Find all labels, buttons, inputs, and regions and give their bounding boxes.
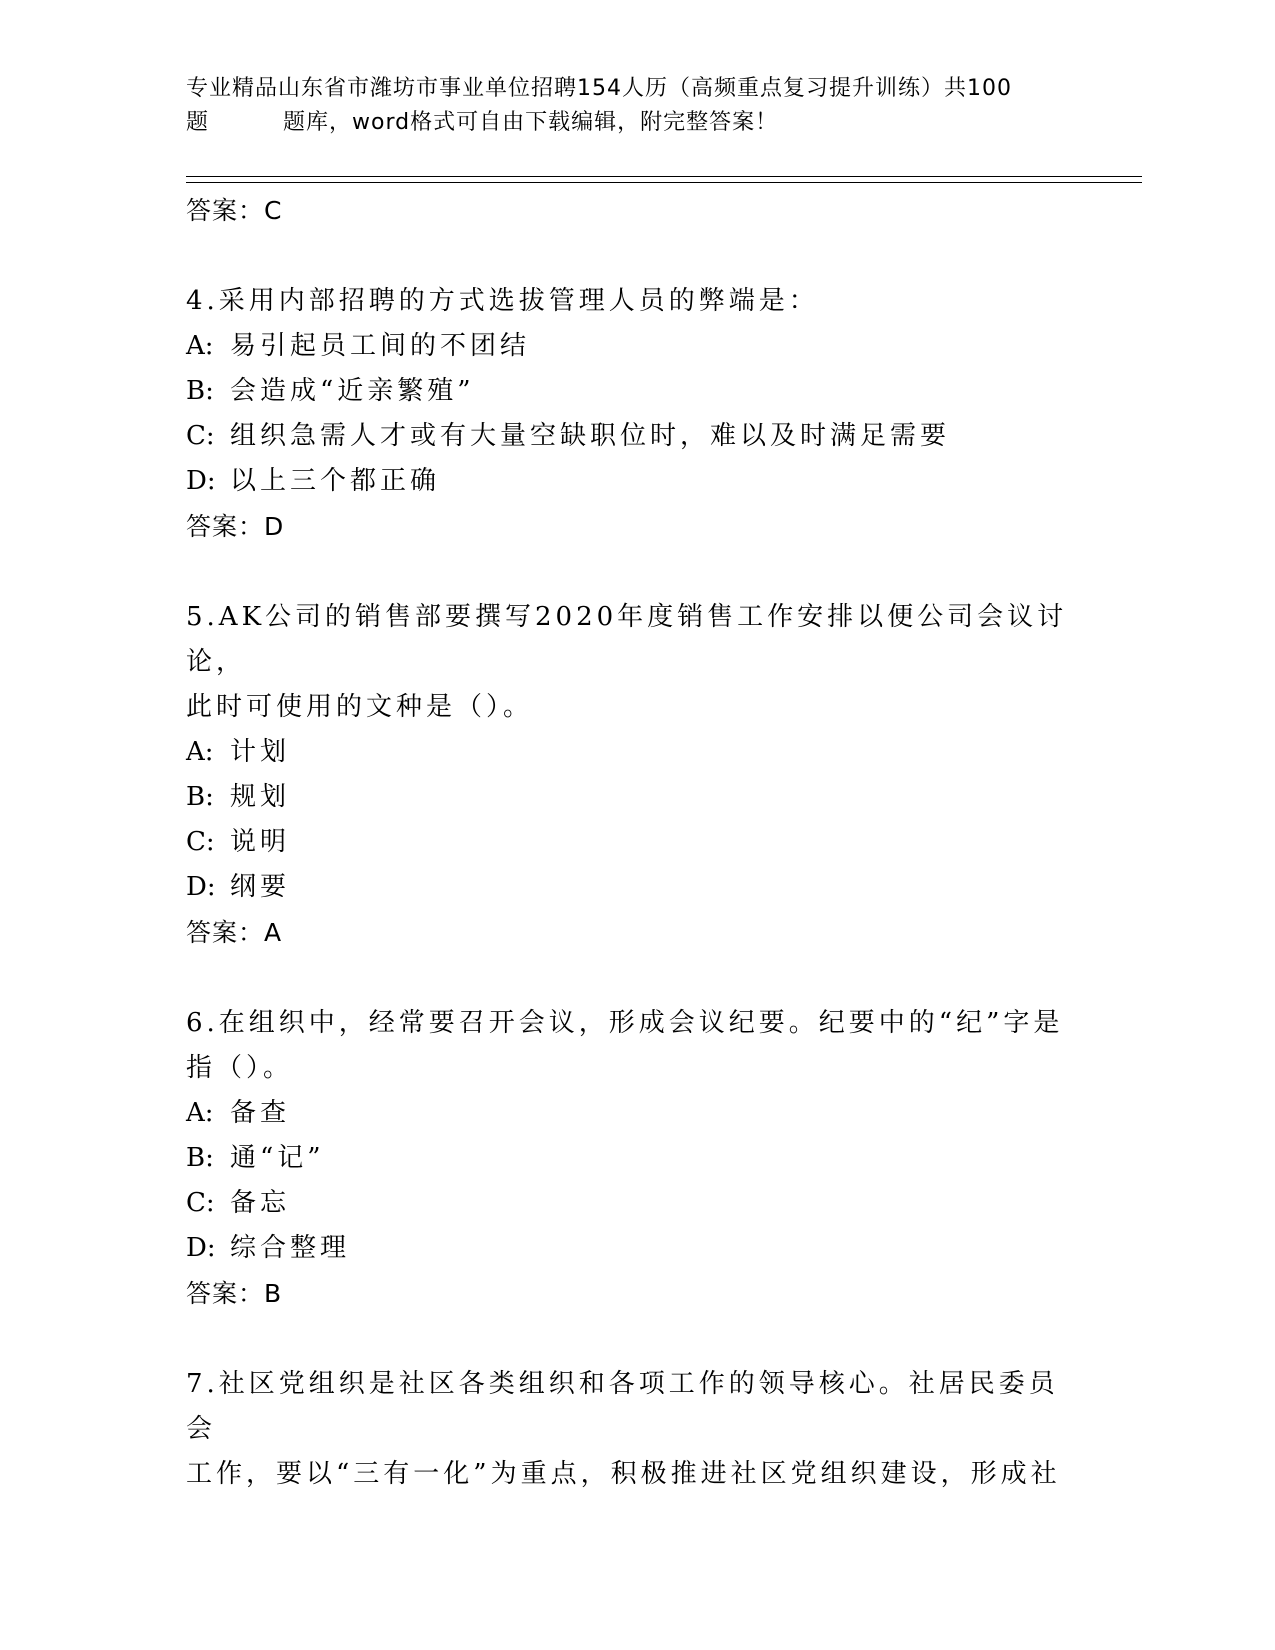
option-label: D: bbox=[186, 1233, 216, 1263]
option-label: B: bbox=[186, 1143, 214, 1173]
option-text: 组织急需人才或有大量空缺职位时，难以及时满足需要 bbox=[230, 421, 951, 451]
question-4-option-b bbox=[186, 369, 1086, 414]
option-text: 纲要 bbox=[230, 872, 291, 902]
option-label: B: bbox=[186, 376, 214, 406]
document-header bbox=[186, 72, 1126, 140]
question-5-stem-line2: 此时可使用的文种是（）。 bbox=[186, 692, 534, 722]
spacer bbox=[186, 233, 1086, 279]
option-label: B: bbox=[186, 782, 214, 812]
question-6 bbox=[186, 1001, 1086, 1091]
option-text: 计划 bbox=[230, 737, 291, 767]
question-4-stem: 4.采用内部招聘的方式选拔管理人员的弊端是： bbox=[186, 286, 819, 316]
question-5-option-b bbox=[186, 775, 1086, 820]
question-7 bbox=[186, 1362, 1086, 1497]
question-6-option-b bbox=[186, 1136, 1086, 1181]
option-text: 说明 bbox=[230, 827, 291, 857]
question-6-stem-line2: 指（）。 bbox=[186, 1053, 294, 1083]
question-5-option-d bbox=[186, 865, 1086, 910]
question-5 bbox=[186, 595, 1086, 730]
option-label: D: bbox=[186, 872, 216, 902]
spacer bbox=[186, 1316, 1086, 1362]
answer-q4: 答案：D bbox=[186, 512, 285, 541]
option-label: A: bbox=[186, 331, 214, 361]
option-label: C: bbox=[186, 1188, 215, 1218]
option-label: C: bbox=[186, 421, 215, 451]
question-6-option-a bbox=[186, 1091, 1086, 1136]
question-5-stem-line1: 5.AK公司的销售部要撰写2020年度销售工作安排以便公司会议讨论， bbox=[186, 602, 1068, 677]
question-7-stem-line2: 工作，要以“三有一化”为重点，积极推进社区党组织建设，形成社 bbox=[186, 1459, 1061, 1489]
option-text: 规划 bbox=[230, 782, 291, 812]
question-4-option-a bbox=[186, 324, 1086, 369]
answer-q6: 答案：B bbox=[186, 1279, 283, 1308]
answer-q3: 答案：C bbox=[186, 196, 283, 225]
question-6-option-c bbox=[186, 1181, 1086, 1226]
option-text: 易引起员工间的不团结 bbox=[230, 331, 531, 361]
question-6-stem-line1: 6.在组织中，经常要召开会议，形成会议纪要。纪要中的“纪”字是 bbox=[186, 1008, 1064, 1038]
spacer bbox=[186, 549, 1086, 595]
option-text: 会造成“近亲繁殖” bbox=[230, 376, 475, 406]
question-4 bbox=[186, 279, 1086, 324]
option-label: C: bbox=[186, 827, 215, 857]
header-rule-top bbox=[186, 176, 1142, 177]
option-text: 以上三个都正确 bbox=[230, 466, 441, 496]
header-title-line2-b: 题库，word格式可自由下载编辑，附完整答案！ bbox=[283, 110, 779, 135]
question-6-option-d bbox=[186, 1226, 1086, 1271]
option-text: 备忘 bbox=[230, 1188, 291, 1218]
question-5-option-c bbox=[186, 820, 1086, 865]
question-4-option-d bbox=[186, 459, 1086, 504]
question-4-option-c bbox=[186, 414, 1086, 459]
header-title-line2-a: 题 bbox=[186, 110, 210, 135]
option-text: 综合整理 bbox=[230, 1233, 351, 1263]
document-body bbox=[186, 188, 1086, 1497]
header-title-line2 bbox=[186, 106, 1126, 140]
option-text: 备查 bbox=[230, 1098, 291, 1128]
option-label: A: bbox=[186, 737, 214, 767]
option-label: D: bbox=[186, 466, 216, 496]
option-text: 通“记” bbox=[230, 1143, 325, 1173]
question-7-stem-line1: 7.社区党组织是社区各类组织和各项工作的领导核心。社居民委员会 bbox=[186, 1369, 1059, 1444]
spacer bbox=[186, 955, 1086, 1001]
answer-q5: 答案：A bbox=[186, 918, 283, 947]
question-5-option-a bbox=[186, 730, 1086, 775]
option-label: A: bbox=[186, 1098, 214, 1128]
header-title-line1: 专业精品山东省市潍坊市事业单位招聘154人历（高频重点复习提升训练）共100 bbox=[186, 76, 1012, 101]
header-rule-bottom bbox=[186, 182, 1142, 183]
